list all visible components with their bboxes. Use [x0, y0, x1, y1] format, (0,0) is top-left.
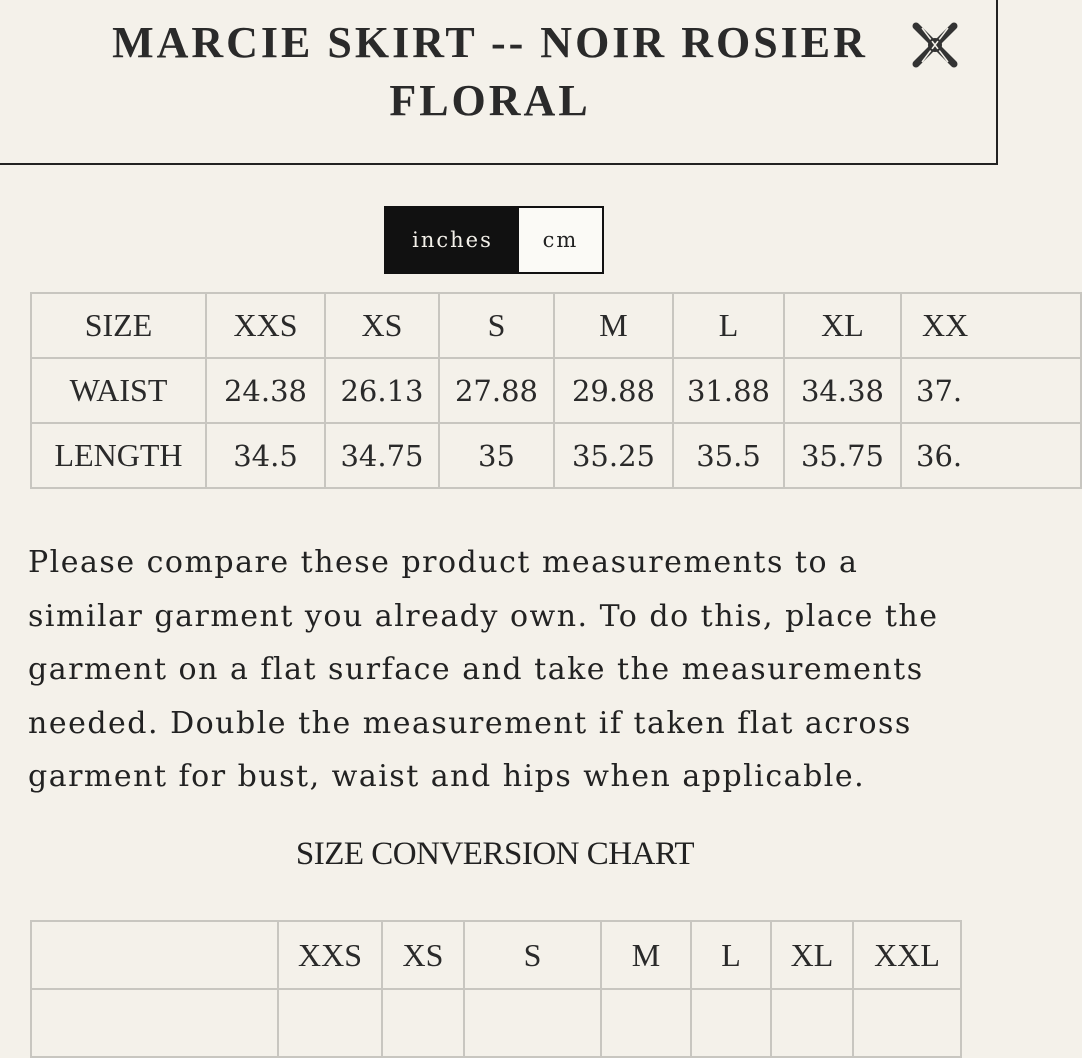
- unit-option-inches[interactable]: inches: [386, 208, 519, 272]
- size-header-cell: M: [554, 293, 673, 358]
- unit-toggle: [384, 206, 604, 274]
- table-cell: [771, 989, 853, 1057]
- table-cell: 34.75: [325, 423, 439, 488]
- table-row: [31, 989, 961, 1057]
- conversion-corner-cell: [31, 921, 278, 989]
- size-header-cell: XS: [325, 293, 439, 358]
- table-cell: [382, 989, 464, 1057]
- table-cell: 36.: [901, 423, 1081, 488]
- close-button[interactable]: [908, 18, 962, 72]
- size-header-row: [31, 293, 1081, 358]
- row-label-waist: WAIST: [31, 358, 206, 423]
- conversion-header-cell: M: [601, 921, 691, 989]
- table-cell: 35.25: [554, 423, 673, 488]
- size-table-scroll[interactable]: [30, 292, 969, 494]
- size-header-cell: XL: [784, 293, 901, 358]
- conversion-header-cell: S: [464, 921, 601, 989]
- size-header-cell: XXS: [206, 293, 325, 358]
- table-cell: [691, 989, 771, 1057]
- modal-header: [0, 0, 998, 165]
- table-cell: 26.13: [325, 358, 439, 423]
- close-icon: [908, 18, 962, 72]
- size-header-cell: XX: [901, 293, 1081, 358]
- table-cell: [853, 989, 961, 1057]
- table-cell: [31, 989, 278, 1057]
- table-cell: 24.38: [206, 358, 325, 423]
- conversion-table-scroll: [30, 920, 960, 1000]
- table-cell: 37.: [901, 358, 1081, 423]
- conversion-header-cell: L: [691, 921, 771, 989]
- conversion-table: [30, 920, 962, 1058]
- table-cell: 35.5: [673, 423, 784, 488]
- table-cell: [464, 989, 601, 1057]
- product-title: MARCIE SKIRT -- NOIR ROSIER FLORAL: [112, 18, 868, 125]
- table-cell: 34.38: [784, 358, 901, 423]
- conversion-chart-title: SIZE CONVERSION CHART: [295, 836, 695, 872]
- table-cell: 29.88: [554, 358, 673, 423]
- table-cell: 27.88: [439, 358, 554, 423]
- measurement-note: Please compare these product measurements to a similar garment you already own. To do this, place the garment on a flat surface and take the measurements needed. Double the measurement if taken flat across garment for bust, waist and hips when applicable.: [28, 545, 939, 794]
- table-cell: 35: [439, 423, 554, 488]
- table-cell: [601, 989, 691, 1057]
- conversion-header-cell: XXL: [853, 921, 961, 989]
- table-cell: [278, 989, 382, 1057]
- table-cell: 31.88: [673, 358, 784, 423]
- size-header-cell: S: [439, 293, 554, 358]
- size-header-cell: L: [673, 293, 784, 358]
- table-row: [31, 423, 1081, 488]
- size-table: [30, 292, 1082, 489]
- conversion-header-row: [31, 921, 961, 989]
- table-cell: 34.5: [206, 423, 325, 488]
- conversion-header-cell: XS: [382, 921, 464, 989]
- table-row: [31, 358, 1081, 423]
- row-label-length: LENGTH: [31, 423, 206, 488]
- size-header-label: SIZE: [31, 293, 206, 358]
- table-cell: 35.75: [784, 423, 901, 488]
- conversion-header-cell: XXS: [278, 921, 382, 989]
- conversion-header-cell: XL: [771, 921, 853, 989]
- unit-option-cm[interactable]: cm: [519, 208, 602, 272]
